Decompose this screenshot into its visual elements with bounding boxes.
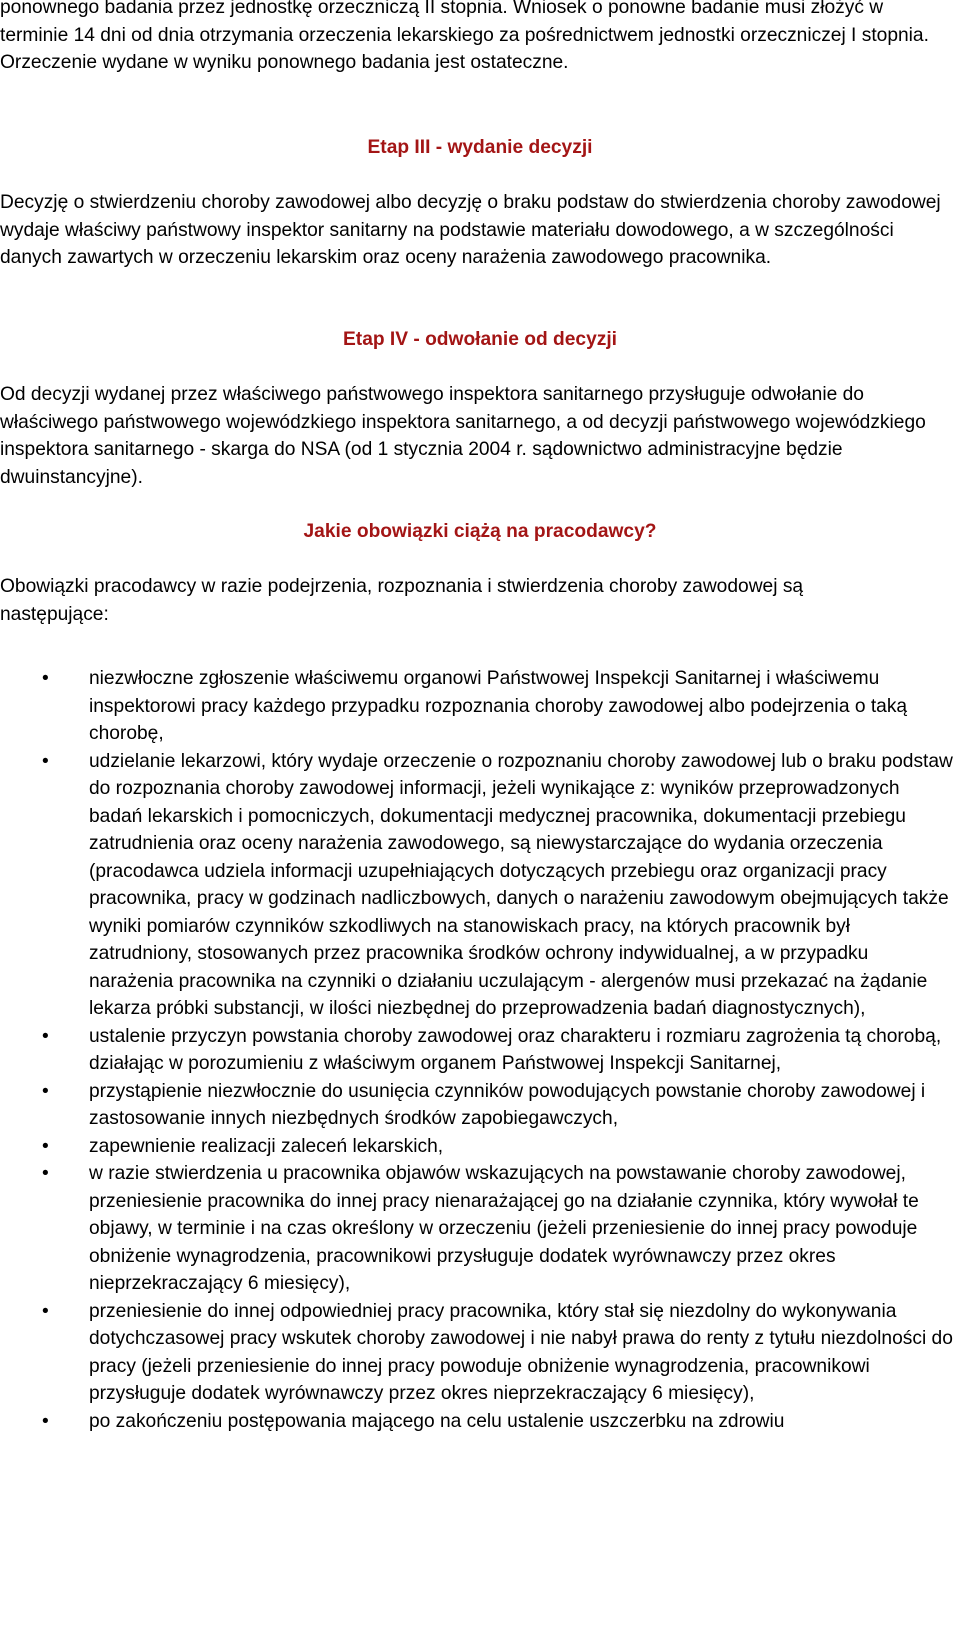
bullet-icon: • (42, 1300, 49, 1322)
list-item-text: niezwłoczne zgłoszenie właściwemu organowi Państwowej Inspekcji Sanitarnej i właściwemu inspektorowi pracy każdego przypadku rozpoznania choroby zawodowej albo podejrzenia o taką chorobę, (89, 668, 908, 744)
list-item-text: po zakończeniu postępowania mającego na celu ustalenie uszczerbku na zdrowiu (89, 1410, 785, 1432)
stage4-heading: Etap IV - odwołanie od decyzji (343, 329, 617, 350)
bullet-icon: • (42, 1135, 49, 1157)
bullet-icon: • (42, 668, 49, 689)
list-item (0, 1023, 960, 1078)
list-item (0, 748, 960, 1023)
list-item-text: przystąpienie niezwłocznie do usunięcia czynników powodujących powstanie choroby zawodowej i zastosowanie innych niezbędnych środków zapobiegawczych, (89, 1080, 926, 1129)
list-item (0, 1298, 960, 1408)
list-item (0, 1160, 960, 1298)
list-item-text: ustalenie przyczyn powstania choroby zawodowej oraz charakteru i rozmiaru zagrożenia tą chorobą, działając w porozumieniu z właściwym organem Państwowej Inspekcji Sanitarnej, (89, 1025, 942, 1074)
stage3-heading: Etap III - wydanie decyzji (367, 137, 593, 158)
list-item-text: w razie stwierdzenia u pracownika objawów wskazujących na powstawanie choroby zawodowej, przeniesienie pracownika do innej pracy nienarażającej go na działanie czynnika, który wywołał te objawy, w terminie i na czas określony w orzeczeniu (jeżeli przeniesienie do innej pracy powoduje obniżenie wynagrodzenia, pracownikowi przysługuje dodatek wyrównawczy przez okres nieprzekraczający 6 miesięcy), (89, 1163, 919, 1294)
list-item (0, 1078, 960, 1133)
stage4-paragraph: Od decyzji wydanej przez właściwego państwowego inspektora sanitarnego przysługuje odwołanie do właściwego państwowego wojewódzkiego inspektora sanitarnego, a od decyzji państwowego wojewódzkiego inspektora sanitarnego - skarga do NSA (od 1 stycznia 2004 r. sądownictwo administracyjne będzie dwuinstancyjne). (0, 384, 926, 488)
list-item (0, 665, 960, 748)
bullet-icon: • (42, 1080, 49, 1102)
obligations-list (0, 665, 960, 1435)
list-item (0, 1408, 960, 1436)
bullet-icon: • (42, 1410, 49, 1432)
bullet-icon: • (42, 1025, 49, 1047)
intro-paragraph: ponownego badania przez jednostkę orzeczniczą II stopnia. Wniosek o ponowne badanie musi złożyć w terminie 14 dni od dnia otrzymania orzeczenia lekarskiego za pośrednictwem jednostki orzeczniczej I stopnia. Orzeczenie wydane w wyniku ponownego badania jest ostateczne. (0, 0, 929, 73)
bullet-icon: • (42, 750, 49, 772)
obligations-heading: Jakie obowiązki ciążą na pracodawcy? (303, 521, 657, 542)
stage3-paragraph: Decyzję o stwierdzeniu choroby zawodowej albo decyzję o braku podstaw do stwierdzenia choroby zawodowej wydaje właściwy państwowy inspektor sanitarny na podstawie materiału dowodowego, a w szczególności danych zawartych w orzeczeniu lekarskim oraz oceny narażenia zawodowego pracownika. (0, 192, 941, 268)
list-item-text: udzielanie lekarzowi, który wydaje orzeczenie o rozpoznaniu choroby zawodowej lub o braku podstaw do rozpoznania choroby zawodowej informacji, jeżeli wynikające z: wyników przeprowadzonych badań lekarskich i pomocniczych, dokumentacji medycznej pracownika, dokumentacji przebiegu zatrudnienia oraz oceny narażenia zawodowego, są niewystarczające do wydania orzeczenia (pracodawca udziela informacji uzupełniających dotyczących przebiegu oraz organizacji pracy pracownika, pracy w godzinach nadliczbowych, danych o narażeniu zawodowym obejmujących także wyniki pomiarów czynników szkodliwych na stanowiskach pracy, na których pracownik był zatrudniony, stosowanych przez pracownika środków ochrony indywidualnej, a w przypadku narażenia pracownika na czynniki o działaniu uczulającym - alergenów musi przekazać na żądanie lekarza próbki substancji, w ilości niezbędnej do przeprowadzenia badań diagnostycznych), (89, 750, 953, 1019)
obligations-intro: Obowiązki pracodawcy w razie podejrzenia, rozpoznania i stwierdzenia choroby zawodowej są następujące: (0, 576, 804, 625)
list-item-text: zapewnienie realizacji zaleceń lekarskich, (89, 1135, 444, 1157)
list-item (0, 1133, 960, 1161)
bullet-icon: • (42, 1163, 49, 1184)
list-item-text: przeniesienie do innej odpowiedniej pracy pracownika, który stał się niezdolny do wykonywania dotychczasowej pracy wskutek choroby zawodowej i nie nabył prawa do renty z tytułu niezdolności do pracy (jeżeli przeniesienie do innej pracy powoduje obniżenie wynagrodzenia, pracownikowi przysługuje dodatek wyrównawczy przez okres nieprzekraczający 6 miesięcy), (89, 1300, 953, 1404)
